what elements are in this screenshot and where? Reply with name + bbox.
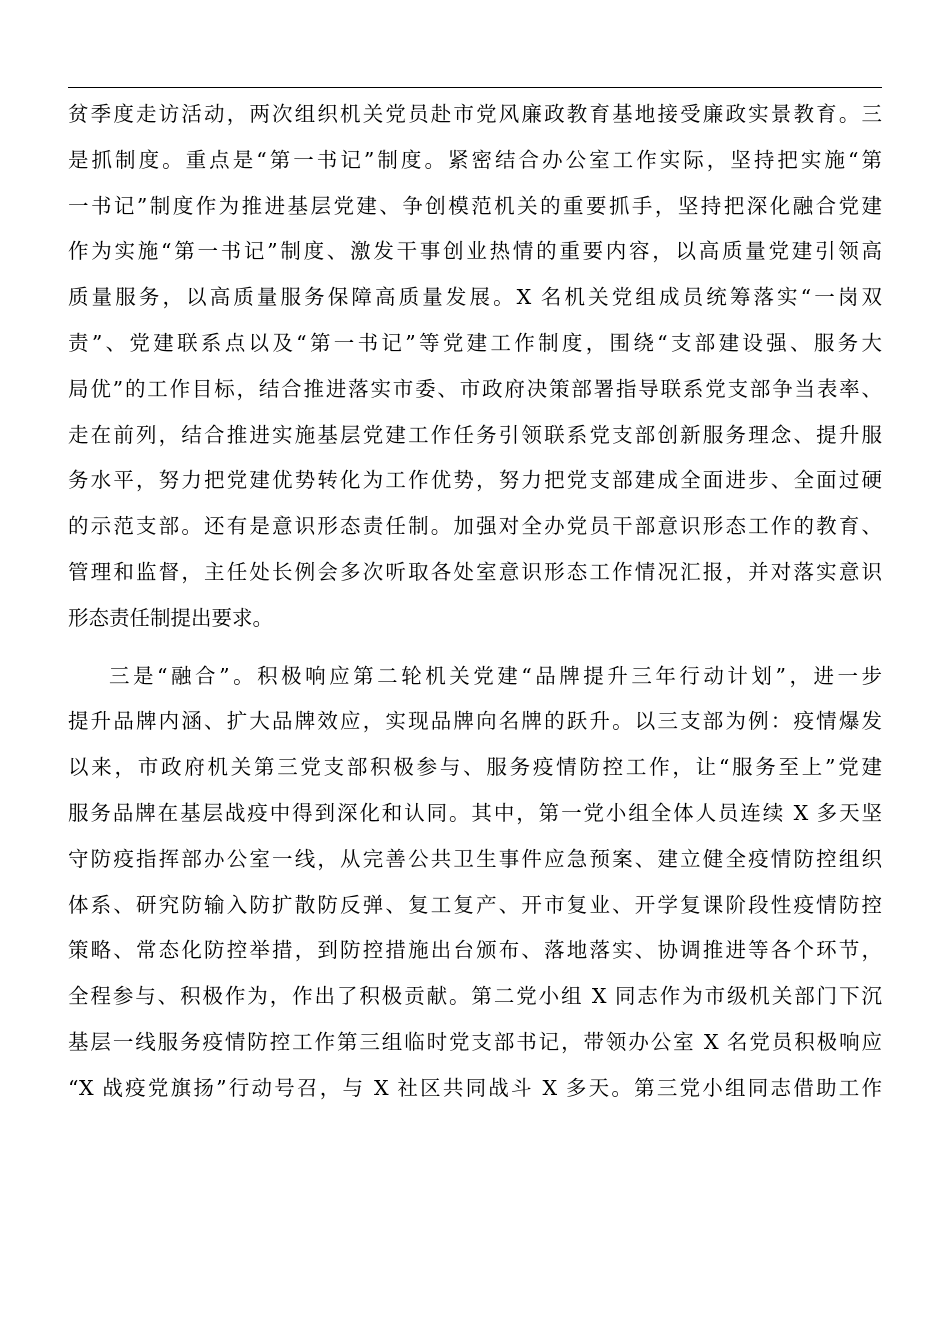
text-line: 服务品牌在基层战疫中得到深化和认同。其中，第一党小组全体人员连续 X 多天坚 <box>68 800 882 825</box>
header-rule <box>68 87 882 88</box>
text-line: 的示范支部。还有是意识形态责任制。加强对全办党员干部意识形态工作的教育、 <box>68 514 882 539</box>
text-line: 全程参与、积极作为，作出了积极贡献。第二党小组 X 同志作为市级机关部门下沉 <box>68 984 882 1009</box>
paragraph-spacing <box>68 642 882 654</box>
text-line: 是抓制度。重点是“第一书记”制度。紧密结合办公室工作实际，坚持把实施“第 <box>68 147 882 172</box>
text-line: 一书记”制度作为推进基层党建、争创模范机关的重要抓手，坚持把深化融合党建 <box>68 193 882 218</box>
text-line: 体系、研究防输入防扩散防反弹、复工复产、开市复业、开学复课阶段性疫情防控 <box>68 892 882 917</box>
text-line: “X 战疫党旗扬”行动号召，与 X 社区共同战斗 X 多天。第三党小组同志借助工作 <box>68 1075 882 1100</box>
text-line: 走在前列，结合推进实施基层党建工作任务引领联系党支部创新服务理念、提升服 <box>68 422 882 447</box>
text-line: 形态责任制提出要求。 <box>68 605 273 630</box>
text-line: 局优”的工作目标，结合推进落实市委、市政府决策部署指导联系党支部争当表率、 <box>68 376 882 401</box>
text-line: 提升品牌内涵、扩大品牌效应，实现品牌向名牌的跃升。以三支部为例：疫情爆发 <box>68 709 882 734</box>
text-line: 策略、常态化防控举措，到防控措施出台颁布、落地落实、协调推进等各个环节， <box>68 938 882 963</box>
text-line: 务水平，努力把党建优势转化为工作优势，努力把党支部建成全面进步、全面过硬 <box>68 468 882 493</box>
text-line: 管理和监督，主任处长例会多次听取各处室意识形态工作情况汇报，并对落实意识 <box>68 559 882 584</box>
text-line: 作为实施“第一书记”制度、激发干事创业热情的重要内容，以高质量党建引领高 <box>68 239 882 264</box>
body-text <box>68 92 882 1112</box>
text-line: 守防疫指挥部办公室一线，从完善公共卫生事件应急预案、建立健全疫情防控组织 <box>68 846 882 871</box>
text-line: 责”、党建联系点以及“第一书记”等党建工作制度，围绕“支部建设强、服务大 <box>68 330 882 355</box>
text-line: 基层一线服务疫情防控工作第三组临时党支部书记，带领办公室 X 名党员积极响应 <box>68 1029 882 1054</box>
text-line: 质量服务，以高质量服务保障高质量发展。X 名机关党组成员统筹落实“一岗双 <box>68 285 882 310</box>
paragraph-1 <box>68 92 882 642</box>
text-line: 贫季度走访活动，两次组织机关党员赴市党风廉政教育基地接受廉政实景教育。三 <box>68 102 882 126</box>
paragraph-2 <box>68 654 882 1112</box>
text-line: 以来，市政府机关第三党支部积极参与、服务疫情防控工作，让“服务至上”党建 <box>68 755 882 780</box>
text-line: 三是“融合”。积极响应第二轮机关党建“品牌提升三年行动计划”，进一步 <box>109 663 882 688</box>
